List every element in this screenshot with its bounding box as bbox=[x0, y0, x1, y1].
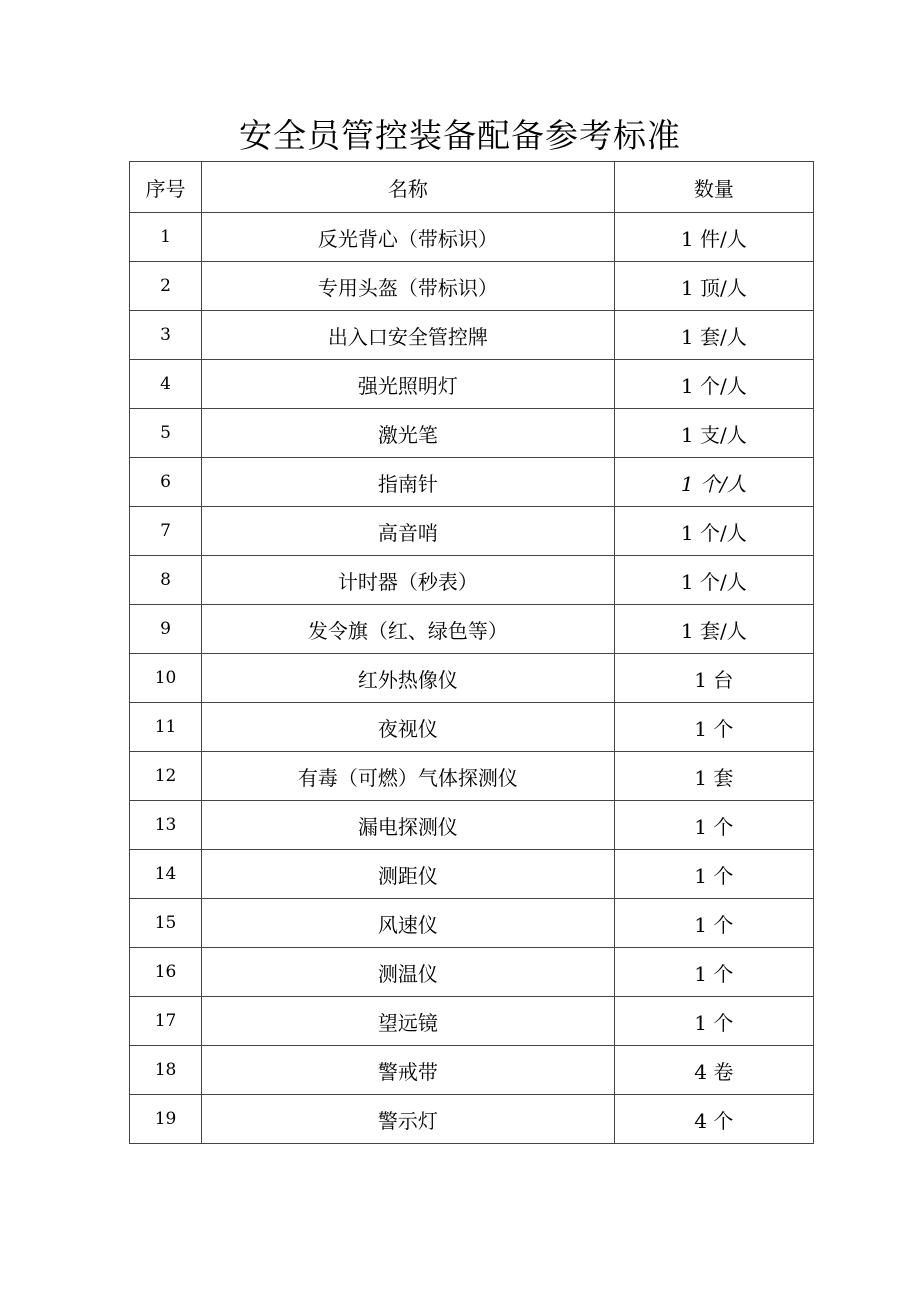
table-header-row bbox=[130, 162, 814, 213]
table-row bbox=[130, 899, 814, 948]
table-row bbox=[130, 948, 814, 997]
item-name: 漏电探测仪 bbox=[202, 801, 615, 850]
row-number: 3 bbox=[130, 311, 202, 360]
item-name: 测距仪 bbox=[202, 850, 615, 899]
table-row bbox=[130, 213, 814, 262]
item-name: 指南针 bbox=[202, 458, 615, 507]
item-name: 夜视仪 bbox=[202, 703, 615, 752]
item-quantity: 1 个 bbox=[614, 801, 813, 850]
item-name: 计时器（秒表） bbox=[202, 556, 615, 605]
item-quantity: 1 套 bbox=[614, 752, 813, 801]
header-serial-number: 序号 bbox=[130, 162, 202, 213]
item-name: 高音哨 bbox=[202, 507, 615, 556]
table-row bbox=[130, 311, 814, 360]
table-row bbox=[130, 801, 814, 850]
equipment-table bbox=[129, 161, 814, 1144]
table-row bbox=[130, 703, 814, 752]
table-row bbox=[130, 1046, 814, 1095]
row-number: 7 bbox=[130, 507, 202, 556]
header-quantity: 数量 bbox=[614, 162, 813, 213]
row-number: 18 bbox=[130, 1046, 202, 1095]
row-number: 4 bbox=[130, 360, 202, 409]
item-quantity: 4 个 bbox=[614, 1095, 813, 1144]
item-quantity: 1 套/人 bbox=[614, 311, 813, 360]
item-quantity: 1 个/人 bbox=[614, 556, 813, 605]
item-quantity: 1 个/人 bbox=[614, 507, 813, 556]
row-number: 17 bbox=[130, 997, 202, 1046]
item-name: 警戒带 bbox=[202, 1046, 615, 1095]
table-row bbox=[130, 262, 814, 311]
item-quantity: 1 个 bbox=[614, 899, 813, 948]
item-name: 出入口安全管控牌 bbox=[202, 311, 615, 360]
item-quantity: 1 套/人 bbox=[614, 605, 813, 654]
item-quantity: 1 顶/人 bbox=[614, 262, 813, 311]
table-row bbox=[130, 605, 814, 654]
item-name: 望远镜 bbox=[202, 997, 615, 1046]
table-row bbox=[130, 507, 814, 556]
row-number: 5 bbox=[130, 409, 202, 458]
table-row bbox=[130, 360, 814, 409]
header-name: 名称 bbox=[202, 162, 615, 213]
table-row bbox=[130, 556, 814, 605]
item-quantity: 4 卷 bbox=[614, 1046, 813, 1095]
item-quantity: 1 支/人 bbox=[614, 409, 813, 458]
item-quantity: 1 个 bbox=[614, 703, 813, 752]
table-row bbox=[130, 997, 814, 1046]
item-name: 专用头盔（带标识） bbox=[202, 262, 615, 311]
row-number: 2 bbox=[130, 262, 202, 311]
item-quantity: 1 件/人 bbox=[614, 213, 813, 262]
item-quantity: 1 个/人 bbox=[614, 458, 813, 507]
row-number: 19 bbox=[130, 1095, 202, 1144]
item-name: 红外热像仪 bbox=[202, 654, 615, 703]
table-row bbox=[130, 458, 814, 507]
item-name: 反光背心（带标识） bbox=[202, 213, 615, 262]
item-quantity: 1 个 bbox=[614, 948, 813, 997]
item-name: 警示灯 bbox=[202, 1095, 615, 1144]
item-quantity: 1 台 bbox=[614, 654, 813, 703]
item-name: 有毒（可燃）气体探测仪 bbox=[202, 752, 615, 801]
table-row bbox=[130, 850, 814, 899]
row-number: 14 bbox=[130, 850, 202, 899]
row-number: 8 bbox=[130, 556, 202, 605]
item-name: 测温仪 bbox=[202, 948, 615, 997]
item-name: 发令旗（红、绿色等） bbox=[202, 605, 615, 654]
table-row bbox=[130, 1095, 814, 1144]
item-quantity: 1 个 bbox=[614, 850, 813, 899]
row-number: 16 bbox=[130, 948, 202, 997]
item-name: 激光笔 bbox=[202, 409, 615, 458]
item-name: 强光照明灯 bbox=[202, 360, 615, 409]
item-quantity: 1 个/人 bbox=[614, 360, 813, 409]
table-row bbox=[130, 654, 814, 703]
row-number: 1 bbox=[130, 213, 202, 262]
row-number: 9 bbox=[130, 605, 202, 654]
row-number: 12 bbox=[130, 752, 202, 801]
row-number: 13 bbox=[130, 801, 202, 850]
item-name: 风速仪 bbox=[202, 899, 615, 948]
row-number: 15 bbox=[130, 899, 202, 948]
row-number: 6 bbox=[130, 458, 202, 507]
table-row bbox=[130, 752, 814, 801]
table-row bbox=[130, 409, 814, 458]
page-title: 安全员管控装备配备参考标准 bbox=[239, 116, 681, 155]
row-number: 11 bbox=[130, 703, 202, 752]
item-quantity: 1 个 bbox=[614, 997, 813, 1046]
row-number: 10 bbox=[130, 654, 202, 703]
